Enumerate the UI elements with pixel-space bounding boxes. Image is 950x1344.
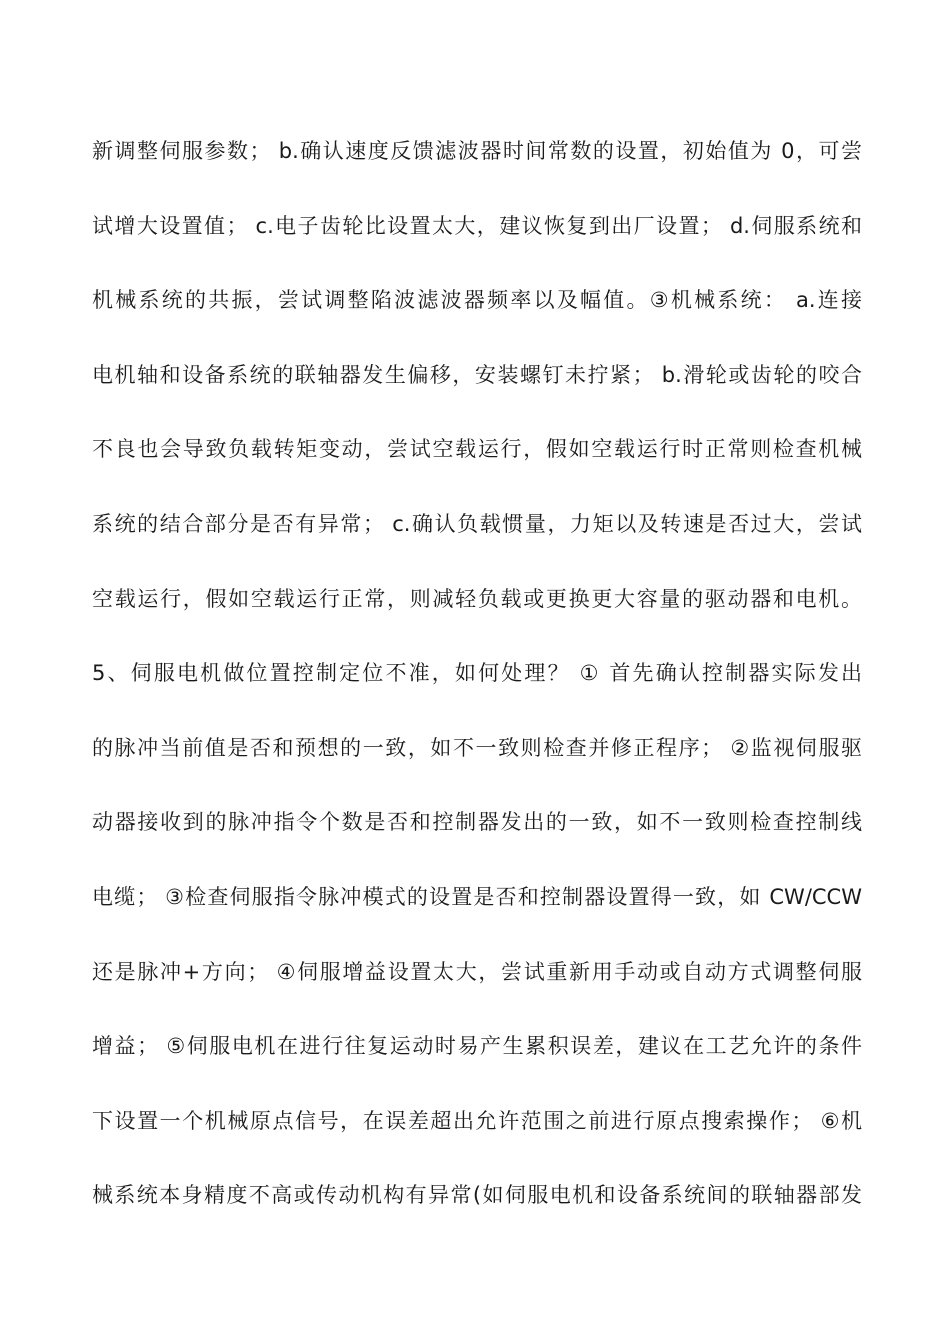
text-line: 系统的结合部分是否有异常； c.确认负载惯量，力矩以及转速是否过大，尝试 [92, 511, 862, 536]
text-line: 械系统本身精度不高或传动机构有异常(如伺服电机和设备系统间的联轴器部发 [92, 1183, 862, 1208]
body-text [92, 128, 862, 1247]
text-line: 空载运行，假如空载运行正常，则减轻负载或更换更大容量的驱动器和电机。 [92, 586, 862, 611]
text-line: 电缆； ③检查伺服指令脉冲模式的设置是否和控制器设置得一致，如 CW/CCW [92, 884, 862, 909]
text-line: 动器接收到的脉冲指令个数是否和控制器发出的一致，如不一致则检查控制线 [92, 810, 862, 835]
text-line: 试增大设置值； c.电子齿轮比设置太大，建议恢复到出厂设置； d.伺服系统和 [92, 213, 862, 238]
text-line: 下设置一个机械原点信号，在误差超出允许范围之前进行原点搜索操作； ⑥机 [92, 1108, 862, 1133]
text-line: 5、伺服电机做位置控制定位不准，如何处理？ ① 首先确认控制器实际发出 [92, 661, 862, 686]
text-line: 的脉冲当前值是否和预想的一致，如不一致则检查并修正程序； ②监视伺服驱 [92, 735, 862, 760]
text-line: 增益； ⑤伺服电机在进行往复运动时易产生累积误差，建议在工艺允许的条件 [92, 1034, 862, 1059]
text-line: 机械系统的共振，尝试调整陷波滤波器频率以及幅值。③机械系统： a.连接 [92, 288, 862, 313]
text-line: 电机轴和设备系统的联轴器发生偏移，安装螺钉未拧紧； b.滑轮或齿轮的咬合 [92, 362, 862, 387]
text-line: 新调整伺服参数； b.确认速度反馈滤波器时间常数的设置，初始值为 0，可尝 [92, 139, 862, 163]
text-line: 不良也会导致负载转矩变动，尝试空载运行，假如空载运行时正常则检查机械 [92, 437, 862, 462]
text-line: 还是脉冲+方向； ④伺服增益设置太大，尝试重新用手动或自动方式调整伺服 [92, 959, 862, 984]
